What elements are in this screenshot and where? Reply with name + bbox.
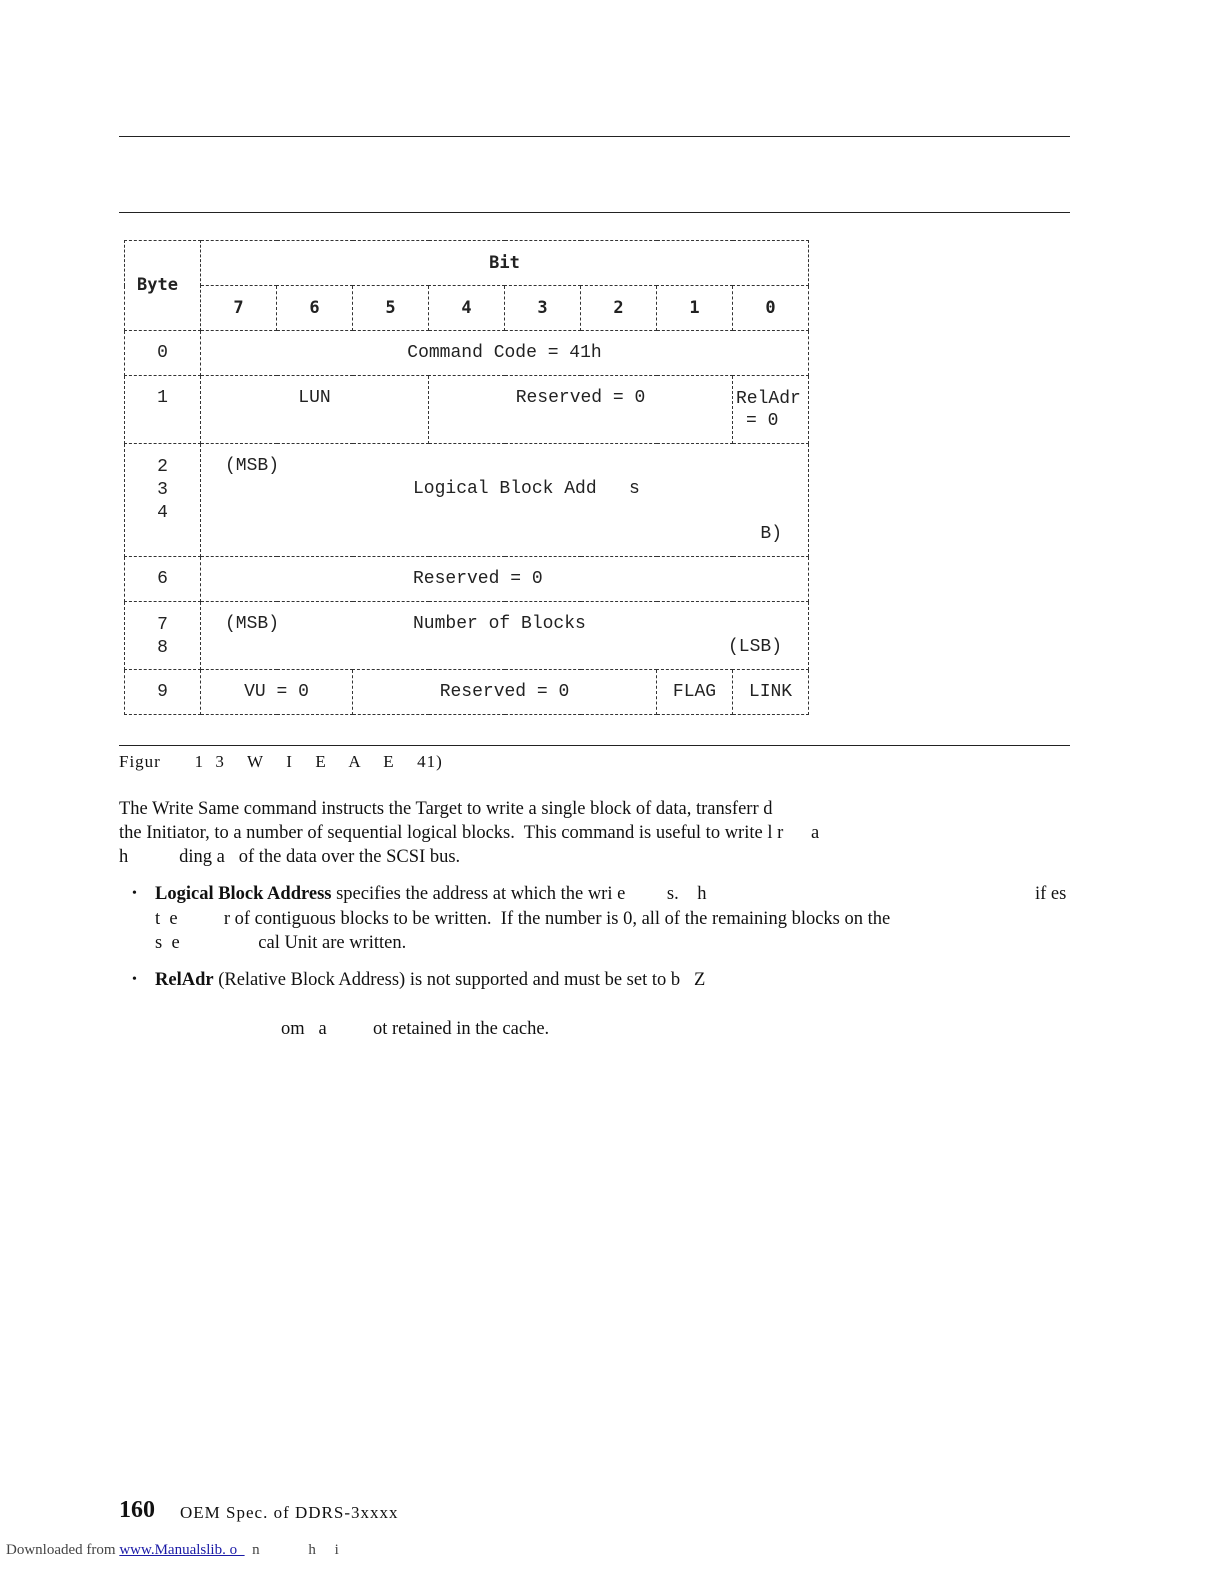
download-suffix: n h i: [244, 1542, 339, 1558]
intro-line-1: The Write Same command instructs the Target to write a single block of data, transferr d: [119, 799, 773, 819]
msb-label: (MSB): [225, 614, 280, 634]
cache-fragment: om a ot retained in the cache.: [281, 1019, 550, 1039]
byte-number: 8: [157, 638, 168, 658]
download-prefix: Downloaded from: [6, 1542, 120, 1558]
reladr-field: [733, 376, 809, 444]
byte-number: 9: [125, 670, 201, 715]
bullet-glyph: •: [132, 972, 137, 987]
reladr-description: [155, 968, 1070, 993]
byte-number: 7: [157, 615, 168, 635]
byte-number: 2: [157, 457, 168, 477]
byte-header-cell: [125, 241, 201, 331]
figure-caption: Figur 1 3 W I E A E 41): [119, 752, 443, 771]
field-label: Logical Block Add s: [413, 479, 640, 499]
bit-number: 2: [581, 286, 657, 331]
link-field: LINK: [733, 670, 809, 715]
msb-label: (MSB): [225, 456, 280, 476]
section-rule: [119, 212, 1070, 213]
bit-number: 3: [505, 286, 581, 331]
document-title: OEM Spec. of DDRS-3xxxx: [180, 1503, 399, 1522]
lba-description-line-1: [155, 882, 1070, 907]
lba-text: specifies the address at which the wri e s. h: [331, 884, 707, 904]
command-code-field: Command Code = 41h: [201, 331, 809, 376]
lba-term: Logical Block Address: [155, 884, 332, 904]
figure-rule: [119, 745, 1070, 746]
intro-line-3: h ding a of the data over the SCSI bus.: [119, 847, 461, 867]
bit-number: 5: [353, 286, 429, 331]
intro-line-2: the Initiator, to a number of sequential logical blocks. This command is useful to write l r a: [119, 823, 820, 843]
lsb-label: B): [760, 524, 782, 544]
reserved-field: Reserved = 0: [353, 670, 657, 715]
byte-number: 0: [125, 331, 201, 376]
byte-header: Byte: [137, 275, 178, 295]
lba-text-tail: if es: [1035, 884, 1067, 904]
byte-number: 3: [157, 480, 168, 500]
reladr-label: RelAdr: [736, 389, 801, 409]
byte-number: 4: [157, 503, 168, 523]
reladr-value: = 0: [746, 411, 779, 431]
bit-number: 7: [201, 286, 277, 331]
top-rule: [119, 136, 1070, 137]
byte-number: 1: [125, 376, 201, 444]
lsb-label: (LSB): [727, 637, 782, 657]
bit-number: 0: [733, 286, 809, 331]
bit-number: 1: [657, 286, 733, 331]
bullet-glyph: •: [132, 886, 137, 901]
byte-numbers-cell: [125, 444, 201, 557]
byte-numbers-cell: [125, 602, 201, 670]
page-number: 160: [119, 1497, 155, 1523]
vu-field: VU = 0: [201, 670, 353, 715]
lba-description-line-3: s e cal Unit are written.: [155, 933, 407, 953]
byte-number: 6: [125, 557, 201, 602]
lun-field: LUN: [201, 376, 429, 444]
bit-header: Bit: [201, 241, 809, 286]
reladr-text: (Relative Block Address) is not supported and must be set to b Z: [213, 970, 706, 990]
logical-block-address-field: [201, 444, 809, 557]
field-label: Number of Blocks: [413, 614, 586, 634]
lba-description-line-2: t e r of contiguous blocks to be written. If the number is 0, all of the remaining blocks on the: [155, 909, 891, 929]
reserved-field: Reserved = 0: [429, 376, 733, 444]
reladr-term: RelAdr: [155, 970, 214, 990]
flag-field: FLAG: [657, 670, 733, 715]
number-of-blocks-field: [201, 602, 809, 670]
reserved-field: Reserved = 0: [201, 557, 809, 602]
download-notice: [6, 1542, 339, 1559]
bit-number: 6: [277, 286, 353, 331]
manualslib-link[interactable]: www.Manualslib. o: [119, 1542, 245, 1558]
command-descriptor-table: [124, 240, 809, 715]
bit-number: 4: [429, 286, 505, 331]
